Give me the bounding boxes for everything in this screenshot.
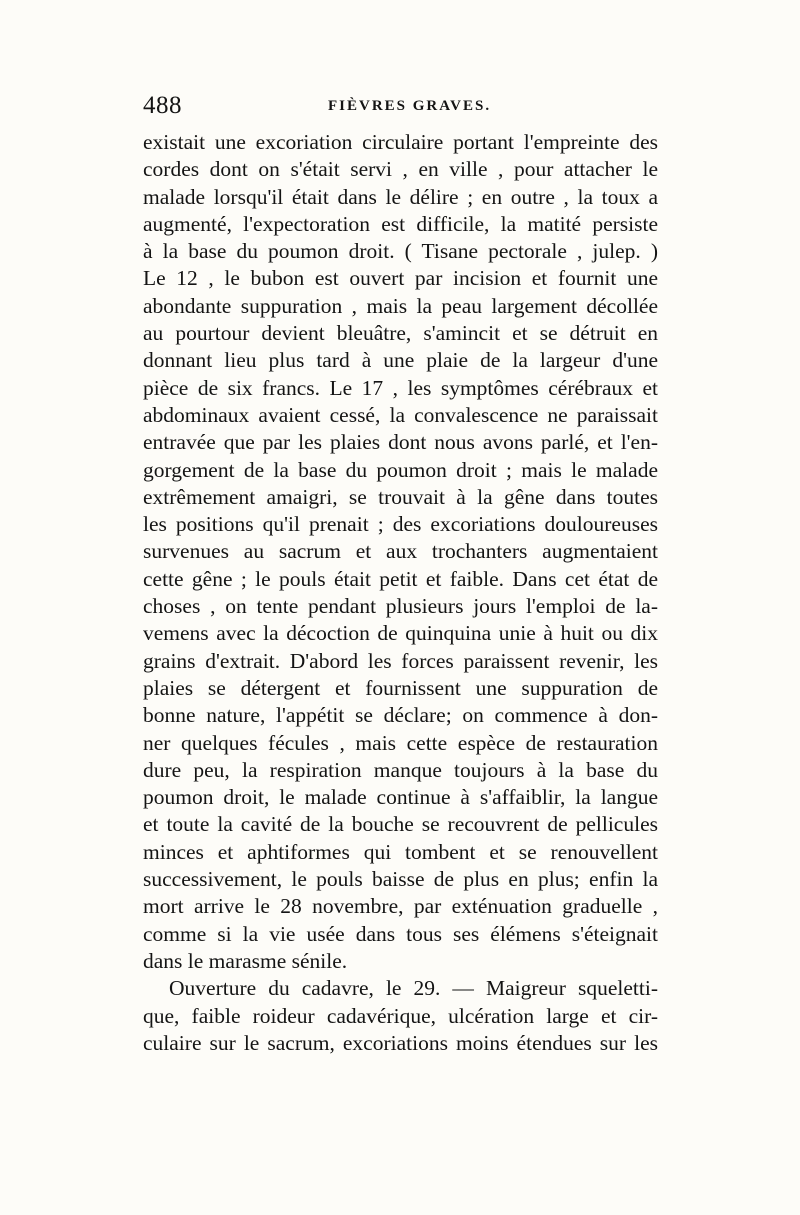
text-line: pièce de six francs. Le 17 , les symptômes cérébraux et xyxy=(143,375,658,400)
text-line: Le 12 , le bubon est ouvert par incision et fournit une xyxy=(143,266,658,291)
text-line: cette gêne ; le pouls était petit et faible. Dans cet état de xyxy=(143,566,658,591)
page-number: 488 xyxy=(143,92,182,119)
text-line: gorgement de la base du poumon droit ; mais le malade xyxy=(143,457,658,482)
text-line: minces et aphtiformes qui tombent et se renouvellent xyxy=(143,839,658,864)
text-line: cordes dont on s'était servi , en ville , pour attacher le xyxy=(143,157,658,182)
text-line: successivement, le pouls baisse de plus en plus; enfin la xyxy=(143,867,658,892)
text-line: plaies se détergent et fournissent une suppuration de xyxy=(143,675,658,700)
text-line: mort arrive le 28 novembre, par exténuation graduelle , xyxy=(143,894,658,919)
text-line: grains d'extrait. D'abord les forces paraissent revenir, les xyxy=(143,648,658,673)
text-line: survenues au sacrum et aux trochanters augmentaient xyxy=(143,539,658,564)
text-line: culaire sur le sacrum, excoriations moins étendues sur les xyxy=(143,1030,658,1055)
text-line: entravée que par les plaies dont nous avons parlé, et l'en- xyxy=(143,430,658,455)
text-line: extrêmement amaigri, se trouvait à la gêne dans toutes xyxy=(143,484,658,509)
text-line: et toute la cavité de la bouche se recouvrent de pellicules xyxy=(143,812,658,837)
text-line: que, faible roideur cadavérique, ulcération large et cir- xyxy=(143,1003,658,1028)
text-line: Ouverture du cadavre, le 29. — Maigreur squeletti- xyxy=(169,976,658,1001)
text-line: choses , on tente pendant plusieurs jours l'emploi de la- xyxy=(143,594,658,619)
text-line: abdominaux avaient cessé, la convalescence ne paraissait xyxy=(143,402,658,427)
text-line: donnant lieu plus tard à une plaie de la largeur d'une xyxy=(143,348,658,373)
text-line: ner quelques fécules , mais cette espèce de restauration xyxy=(143,730,658,755)
text-line: bonne nature, l'appétit se déclare; on commence à don- xyxy=(143,703,658,728)
text-line: dure peu, la respiration manque toujours à la base du xyxy=(143,757,658,782)
text-line: poumon droit, le malade continue à s'affaiblir, la langue xyxy=(143,785,658,810)
text-line: comme si la vie usée dans tous ses élémens s'éteignait xyxy=(143,921,658,946)
text-line: les positions qu'il prenait ; des excoriations douloureuses xyxy=(143,512,658,537)
text-line: existait une excoriation circulaire portant l'empreinte des xyxy=(143,130,658,154)
text-line: malade lorsqu'il était dans le délire ; en outre , la toux a xyxy=(143,184,658,209)
text-line: à la base du poumon droit. ( Tisane pectorale , julep. ) xyxy=(143,239,658,264)
body-text xyxy=(143,129,658,1057)
text-line: abondante suppuration , mais la peau largement décollée xyxy=(143,293,658,318)
page-header xyxy=(143,92,658,126)
text-line: vemens avec la décoction de quinquina unie à huit ou dix xyxy=(143,621,658,646)
text-line: augmenté, l'expectoration est difficile, la matité persiste xyxy=(143,211,658,236)
text-line: dans le marasme sénile. xyxy=(143,948,348,973)
text-line: au pourtour devient bleuâtre, s'amincit et se détruit en xyxy=(143,321,658,346)
running-head: FIÈVRES GRAVES. xyxy=(328,98,492,114)
